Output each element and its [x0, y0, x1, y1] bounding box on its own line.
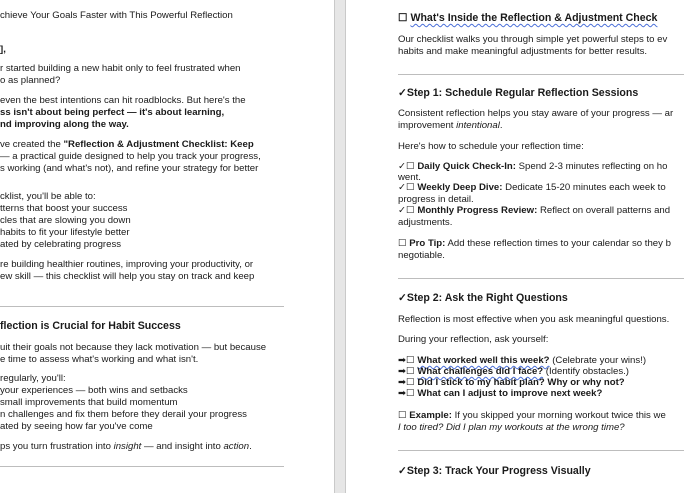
text-line: negotiable.	[398, 250, 445, 261]
text-line: ve created the "Reflection & Adjustment Checklist: Keep	[0, 139, 254, 150]
checkbox-icon: ☐	[406, 182, 415, 193]
step-heading: ✓Step 3: Track Your Progress Visually	[398, 465, 591, 477]
text-line: Here's how to schedule your reflection time:	[398, 141, 584, 152]
text-line: s working (and what's not), and refine your strategy for better	[0, 163, 259, 174]
text-line: ss isn't about being perfect — it's about learning,	[0, 107, 225, 118]
arrow-icon: ➡	[398, 355, 407, 366]
text-line: nd improving along the way.	[0, 119, 129, 130]
text-line: Our checklist walks you through simple yet powerful steps to ev	[398, 34, 668, 45]
text-line: regularly, you'll:	[0, 373, 66, 384]
arrow-icon: ➡	[398, 388, 407, 399]
divider	[398, 278, 684, 279]
check-icon: ✓	[398, 205, 407, 216]
text-line: e time to assess what's working and what isn't.	[0, 354, 199, 365]
check-icon: ✓	[398, 87, 407, 99]
list-item: tterns that boost your success	[0, 203, 128, 214]
divider	[398, 450, 684, 451]
text-line: cklist, you'll be able to:	[0, 191, 96, 202]
text-line: adjustments.	[398, 217, 453, 228]
text-line: During your reflection, ask yourself:	[398, 334, 549, 345]
list-item: ated by seeing how far you've come	[0, 421, 153, 432]
check-icon: ✓	[398, 465, 407, 477]
list-item: cles that are slowing you down	[0, 215, 131, 226]
section-heading: flection is Crucial for Habit Success	[0, 320, 181, 332]
page-gap	[334, 0, 346, 493]
question-item: ➡☐ Did I stick to my habit plan? Why or why not?	[398, 377, 625, 388]
check-icon: ✓	[398, 292, 407, 304]
checkbox-icon: ☐	[406, 377, 415, 388]
text-line: progress in detail.	[398, 194, 474, 205]
list-item: habits to fit your lifestyle better	[0, 227, 130, 238]
checkbox-icon: ☐	[398, 410, 407, 421]
text-line: improvement intentional.	[398, 120, 503, 131]
question-item: ➡☐ What challenges did I face? (Identify obstacles.)	[398, 366, 629, 377]
list-item: n challenges and fix them before they derail your progress	[0, 409, 247, 420]
list-item: ✓☐ Monthly Progress Review: Reflect on overall patterns and	[398, 205, 671, 216]
text-line: — a practical guide designed to help you track your progress,	[0, 151, 261, 162]
step-heading: ✓Step 1: Schedule Regular Reflection Sessions	[398, 87, 639, 99]
checkbox-icon: ☐	[398, 238, 407, 249]
pro-tip: ☐ Pro Tip: Add these reflection times to your calendar so they b	[398, 238, 671, 249]
document-page-right	[346, 0, 684, 493]
text-line: even the best intentions can hit roadblocks. But here's the	[0, 95, 246, 106]
checkbox-icon: ☐	[406, 161, 415, 172]
text-line: Consistent reflection helps you stay aware of your progress — ar	[398, 108, 674, 119]
check-icon: ✓	[398, 161, 407, 172]
divider	[0, 466, 284, 467]
list-item: ✓☐ Daily Quick Check-In: Spend 2-3 minutes reflecting on ho	[398, 161, 668, 172]
text-line: habits and make meaningful adjustments for better results.	[398, 46, 648, 57]
list-item: ✓☐ Weekly Deep Dive: Dedicate 15-20 minutes each week to	[398, 182, 666, 193]
list-item: small improvements that build momentum	[0, 397, 178, 408]
text-line: ],	[0, 44, 6, 55]
divider	[0, 306, 284, 307]
text-line: Reflection is most effective when you ask meaningful questions.	[398, 314, 670, 325]
checkbox-icon: ☐	[406, 205, 415, 216]
divider	[398, 74, 684, 75]
question-item: ➡☐ What worked well this week? (Celebrate your wins!)	[398, 355, 647, 366]
checkbox-icon: ☐	[406, 355, 415, 366]
list-item: your experiences — both wins and setbacks	[0, 385, 188, 396]
section-heading: ☐ What's Inside the Reflection & Adjustment Check	[398, 12, 658, 24]
check-icon: ✓	[398, 182, 407, 193]
text-line: o as planned?	[0, 75, 61, 86]
text-line: ew skill — this checklist will help you stay on track and keep	[0, 271, 255, 282]
list-item: ated by celebrating progress	[0, 239, 122, 250]
text-line: I too tired? Did I plan my workouts at the wrong time?	[398, 422, 625, 433]
example: ☐ Example: If you skipped your morning workout twice this we	[398, 410, 666, 421]
arrow-icon: ➡	[398, 377, 407, 388]
document-page-left	[0, 0, 334, 493]
text-line: went.	[398, 172, 421, 183]
text-line: chieve Your Goals Faster with This Powerful Reflection	[0, 10, 233, 21]
text-line: r started building a new habit only to feel frustrated when	[0, 63, 241, 74]
checkbox-icon: ☐	[406, 388, 415, 399]
step-heading: ✓Step 2: Ask the Right Questions	[398, 292, 568, 304]
checkbox-icon: ☐	[406, 366, 415, 377]
checkbox-icon: ☐	[398, 12, 408, 24]
text-line: ps you turn frustration into insight — and insight into action.	[0, 441, 252, 452]
arrow-icon: ➡	[398, 366, 407, 377]
text-line: uit their goals not because they lack motivation — but because	[0, 342, 267, 353]
text-line: re building healthier routines, improving your productivity, or	[0, 259, 254, 270]
question-item: ➡☐ What can I adjust to improve next week?	[398, 388, 603, 399]
